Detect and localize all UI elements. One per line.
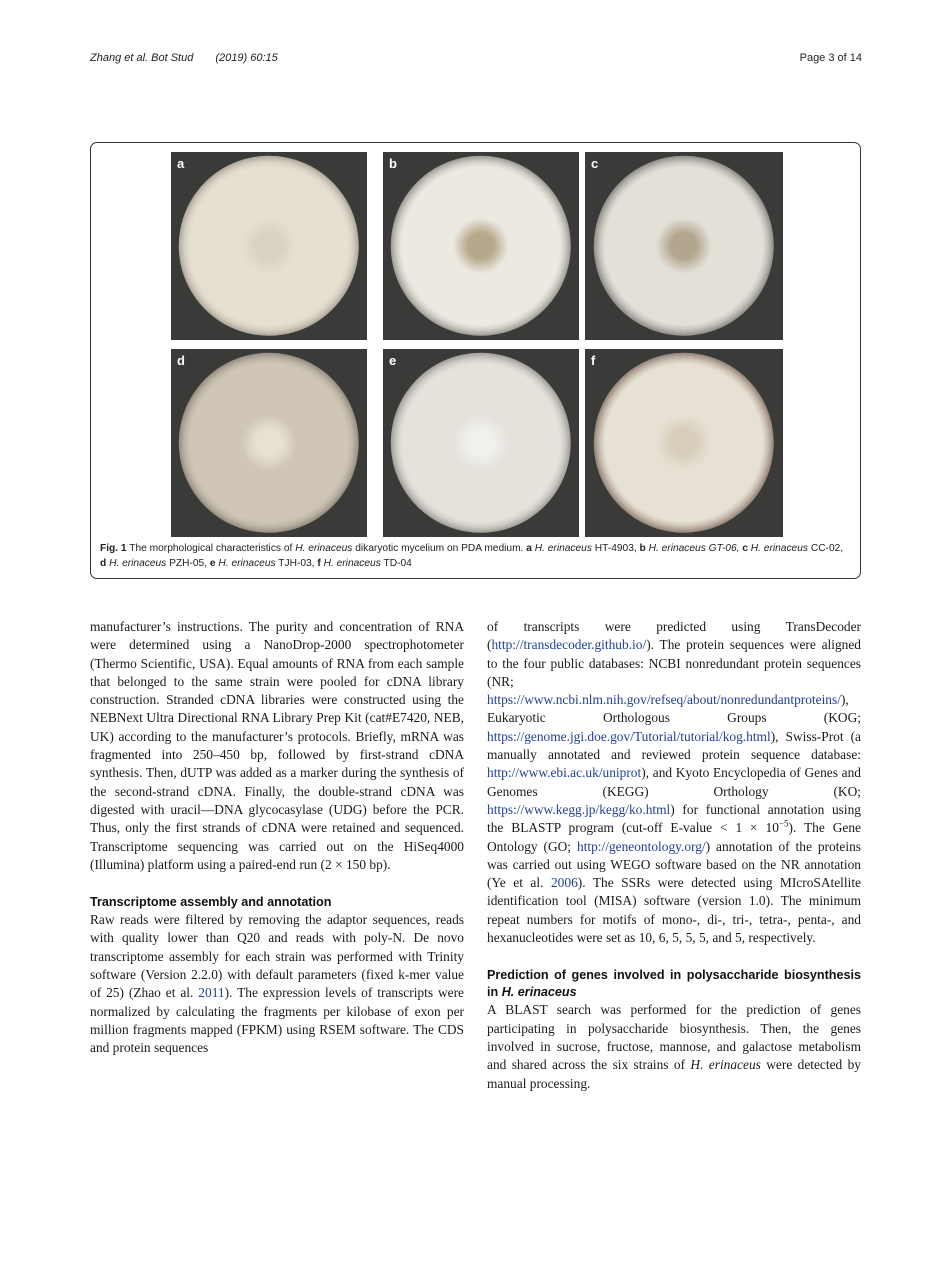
- page-number: Page 3 of 14: [799, 52, 862, 64]
- page-header: [90, 52, 862, 68]
- exponent: −5: [778, 818, 789, 829]
- caption-text: dikaryotic mycelium on PDA medium.: [355, 543, 524, 554]
- caption-text: The morphological characteristics of: [129, 543, 293, 554]
- caption-text: GT-06,: [708, 543, 740, 554]
- panel-letter: f: [591, 353, 596, 368]
- caption-text: CC-02,: [810, 543, 844, 554]
- petri-dish-image: [391, 156, 571, 336]
- kegg-link[interactable]: https://www.kegg.jp/kegg/ko.html: [487, 801, 671, 817]
- figure-panel-b: [383, 152, 579, 340]
- caption-species: H. erinaceus: [218, 558, 276, 569]
- panel-letter: b: [389, 156, 397, 171]
- caption-label: Fig. 1: [100, 543, 127, 554]
- right-column: [487, 618, 861, 1093]
- caption-key: f: [317, 558, 321, 569]
- section-heading: Transcriptome assembly and annotation: [90, 895, 332, 910]
- paragraph: Raw reads were filtered by removing the adaptor sequences, reads with quality lower than Q20 and reads with poly-N. De novo transcriptome assembly for each strain was performed with Trinity software (Version 2.2.0) with default parameters (fixed k-mer value of 25) (Zhao et al. 2011). The expression levels of transcripts were normalized by calculating the fragments per kilobase of exon per million fragments mapped (FPKM) using RSEM software. The CDS and protein sequences: [90, 912, 464, 1056]
- caption-key: c: [742, 543, 748, 554]
- caption-species: H. erinaceus: [109, 558, 167, 569]
- panel-letter: d: [177, 353, 185, 368]
- figure-panel-a: [171, 152, 367, 340]
- citation: (2019) 60:15: [215, 52, 278, 64]
- caption-species: H. erinaceus: [323, 558, 381, 569]
- figure-panel-f: [585, 349, 783, 537]
- caption-species: H. erinaceus: [750, 543, 808, 554]
- journal-name: Zhang et al. Bot Stud: [90, 52, 194, 64]
- panel-letter: a: [177, 156, 185, 171]
- caption-key: a: [526, 543, 532, 554]
- caption-species: H. erinaceus: [534, 543, 592, 554]
- petri-dish-image: [179, 156, 359, 336]
- figure-1: [90, 142, 861, 579]
- caption-text: HT-4903,: [594, 543, 637, 554]
- ncbi-link[interactable]: https://www.ncbi.nlm.nih.gov/refseq/about/nonredundantproteins/: [487, 692, 841, 708]
- caption-text: TD-04: [383, 558, 412, 569]
- paragraph: A BLAST search was performed for the prediction of genes participating in polysaccharide biosynthesis. Then, the genes involved in sucrose, fructose, mannose, and galactose metabolism and shared across the six strains of H. erinaceus were detected by manual processing.: [487, 1002, 861, 1091]
- petri-dish-image: [594, 353, 774, 533]
- caption-key: d: [100, 558, 107, 569]
- caption-text: PZH-05,: [169, 558, 208, 569]
- paragraph: of transcripts were predicted using TransDecoder (http://transdecoder.github.io/). The protein sequences were aligned to the four public databases: NCBI nonredundant protein sequences (NR; https://www.ncbi.nlm.nih.gov/refseq/about/nonredundantproteins/), Eukaryotic Orthologous Groups (KOG; https://genome.jgi.doe.gov/Tutorial/tutorial/kog.html), Swiss-Prot (a manually annotated and reviewed protein sequence database: http://www.ebi.ac.uk/uniprot), and Kyoto Encyclopedia of Genes and Genomes (KEGG) Orthology (KO; https://www.kegg.jp/kegg/ko.html) for functional annotation using the BLASTP program (cut-off E-value < $1 \times 10^{-5}$). The Gene Ontology (GO; http://geneontology.org/) annotation of the proteins was carried out using WEGO software based on the NR annotation (Ye et al. 2006). The SSRs were detected using MIcroSAtellite identification tool (MISA) software (version 1.0). The minimum repeat numbers for motifs of mono-, di-, tri-, tetra-, penta-, and hexanucleotides were set as 10, 6, 5, 5, 5, and 5, respectively.: [487, 619, 862, 946]
- running-head: [90, 52, 278, 64]
- caption-key: b: [639, 543, 646, 554]
- petri-dish-image: [594, 156, 774, 336]
- caption-species: H. erinaceus: [295, 543, 353, 554]
- kog-link[interactable]: https://genome.jgi.doe.gov/Tutorial/tutorial/kog.html: [487, 728, 771, 744]
- panel-letter: c: [591, 156, 599, 171]
- figure-panel-c: [585, 152, 783, 340]
- uniprot-link[interactable]: http://www.ebi.ac.uk/uniprot: [487, 765, 642, 781]
- petri-dish-image: [391, 353, 571, 533]
- petri-dish-image: [179, 353, 359, 533]
- figure-panel-d: [171, 349, 367, 537]
- section-heading: Prediction of genes involved in polysaccharide biosynthesis in H. erinaceus: [487, 968, 861, 1000]
- caption-key: e: [209, 558, 216, 569]
- left-column: [90, 618, 464, 1058]
- citation-link[interactable]: 2011: [198, 985, 225, 1001]
- transdecoder-link[interactable]: http://transdecoder.github.io/: [491, 637, 647, 653]
- figure-caption: [100, 541, 850, 571]
- paragraph: manufacturer’s instructions. The purity and concentration of RNA were determined using a NanoDrop-2000 spectrophotometer (Thermo Scientific, USA). Equal amounts of RNA from each sample that belonged to the same strain were pooled for cDNA library construction. Stranded cDNA libraries were constructed using the NEBNext Ultra Directional RNA Library Prep Kit (cat#E7420, NEB, UK) according to the manufacturer’s protocols. Briefly, mRNA was fragmented into 250–450 bp, followed by first-strand cDNA synthesis. Then, dUTP was added as a marker during the synthesis of the second-strand cDNA. Finally, the double-strand cDNA was digested with uracil—DNA glycocasylase (UDG) before the PCR. Thus, only the first strands of cDNA were retained and sequenced. Transcriptome sequencing was carried out on the HiSeq4000 (Illumina) platform using a paired-end run (2 × 150 bp).: [90, 619, 464, 872]
- figure-panel-e: [383, 349, 579, 537]
- citation-link[interactable]: 2006: [550, 875, 578, 891]
- caption-species: H. erinaceus: [648, 543, 706, 554]
- geneontology-link[interactable]: http://geneontology.org/: [576, 838, 706, 854]
- caption-text: TJH-03,: [278, 558, 315, 569]
- panel-letter: e: [389, 353, 397, 368]
